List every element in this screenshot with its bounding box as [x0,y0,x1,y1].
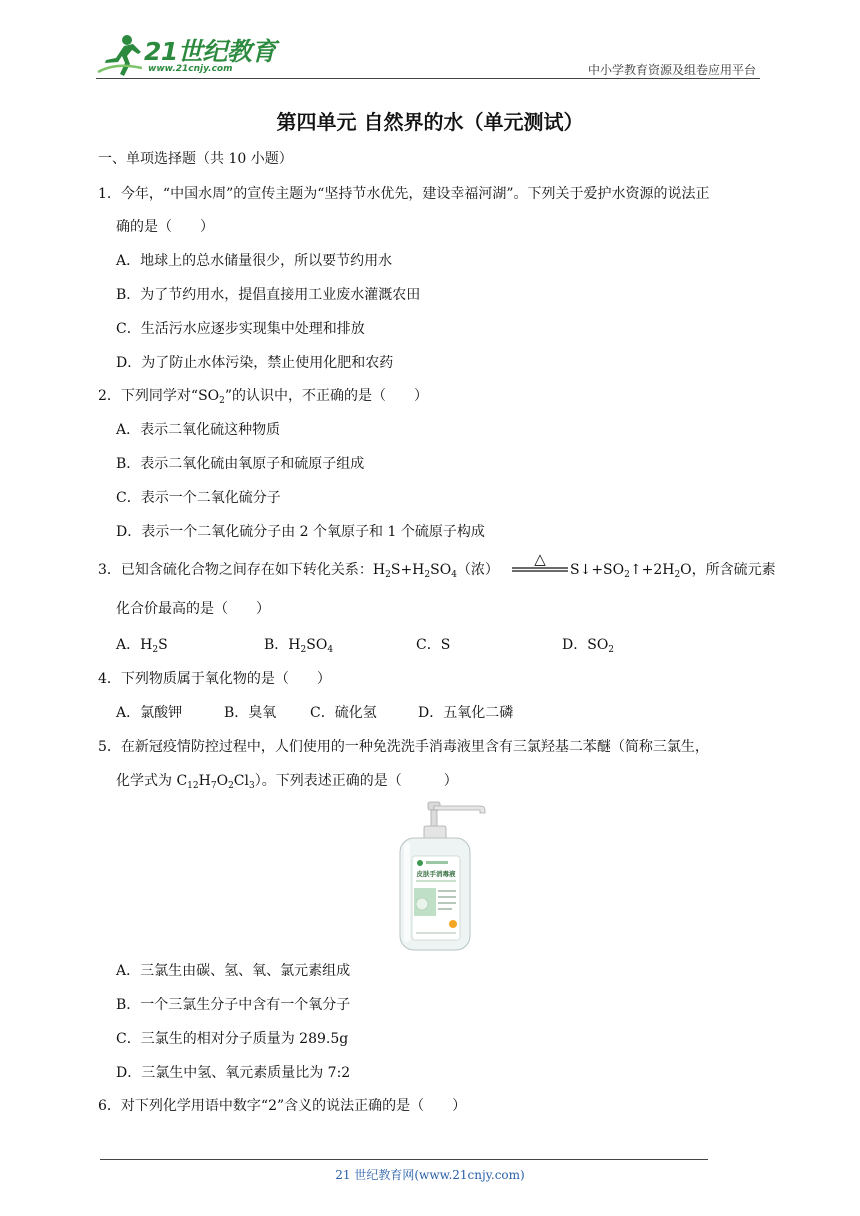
q3-part: 3．已知含硫化合物之间存在如下转化关系：H [98,562,386,578]
q4-option-a: A．氯酸钾 [116,705,183,721]
q5-sub: 3 [249,781,255,791]
q3-option-c: C．S [416,637,451,653]
q3-d-sub: 2 [608,645,615,655]
q3-stem [98,561,499,579]
platform-name: 中小学教育资源及组卷应用平台 [587,63,756,77]
q3-part: ↑+2H [629,562,675,578]
q1-stem: 1．今年，“中国水周”的宣传主题为“坚持节水优先，建设幸福河湖”。下列关于爱护水资源的说法正 [98,186,710,202]
q3-part: S↓+SO [570,562,625,578]
q4-option-b: B．臭氧 [224,705,277,721]
q3-part: S+H [390,562,425,578]
q5-part: O [216,773,229,789]
q5-part: H [198,773,211,789]
q5-stem: 5．在新冠疫情防控过程中，人们使用的一种免洗洗手消毒液里含有三氯羟基二苯醚（简称三氯生， [98,739,709,755]
site-logo [96,32,276,80]
q3-sub: 2 [385,570,391,580]
q5-part: ）。下列表述正确的是（ ） [254,773,458,789]
q3-stem-cont: 化合价最高的是（ ） [116,601,270,617]
q3-b-sub2: 4 [327,645,334,655]
q3-option-b [264,636,333,654]
q2-stem-post: ”的认识中，不正确的是（ ） [224,388,429,404]
header-divider [96,78,760,79]
q3-part: （浓） [456,562,499,578]
q3-sub: 4 [451,570,457,580]
q5-sub: 7 [210,781,217,791]
q2-stem [98,387,428,405]
q3-part: O，所含硫元素 [680,562,776,578]
heat-triangle-icon: △ [534,550,546,568]
page-footer: 21 世纪教育网(www.21cnjy.com) [335,1168,525,1182]
q3-b-pre: B．H [264,637,301,653]
q4-stem: 4．下列物质属于氧化物的是（ ） [98,671,331,687]
q3-stem-products [570,561,776,579]
bottle-label-text: 皮肤手消毒液 [416,870,456,878]
q1-option-b: B．为了节约用水，提倡直接用工业废水灌溉农田 [116,287,421,303]
runner-logo-icon [96,32,146,80]
hand-sanitizer-image [392,800,488,952]
q3-sub: 2 [674,570,681,580]
q2-stem-sub: 2 [219,396,225,406]
q3-a-sub: 2 [152,645,159,655]
logo-text: 21世纪教育 [144,37,276,66]
q5-part: Cl [233,773,249,789]
q2-option-c: C．表示一个二氧化硫分子 [116,490,281,506]
q2-option-d: D．表示一个二氧化硫分子由 2 个氧原子和 1 个硫原子构成 [116,524,485,540]
heat-condition-sign [510,549,570,575]
q1-option-a: A．地球上的总水储量很少，所以要节约用水 [116,253,393,269]
q3-part: SO [430,562,452,578]
q3-sub: 2 [624,570,630,580]
q5-stem-cont [116,772,458,790]
q6-stem: 6．对下列化学用语中数字“2”含义的说法正确的是（ ） [98,1098,467,1114]
footer-divider [100,1159,708,1160]
q3-d-pre: D．SO [562,637,609,653]
logo-url: www.21cnjy.com [148,64,233,74]
q4-option-c: C．硫化氢 [310,705,377,721]
q5-option-a: A．三氯生由碳、氢、氧、氯元素组成 [116,963,351,979]
q5-part: 化学式为 C [116,773,188,789]
section-heading: 一、单项选择题（共 10 小题） [98,151,293,167]
q3-a-pre: A．H [116,637,153,653]
q5-sub: 2 [228,781,234,791]
page-title: 第四单元 自然界的水（单元测试） [276,110,584,134]
q2-option-b: B．表示二氧化硫由氧原子和硫原子组成 [116,456,365,472]
q1-stem-cont: 确的是（ ） [116,219,214,235]
q3-a-post: S [158,637,168,653]
q3-option-a [116,636,168,654]
q5-option-d: D．三氯生中氢、氧元素质量比为 7:2 [116,1065,351,1081]
page-header [96,30,760,82]
q3-b-mid: SO [306,637,328,653]
q3-b-sub: 2 [300,645,307,655]
q2-stem-pre: 2．下列同学对“SO [98,388,220,404]
q2-option-a: A．表示二氧化硫这种物质 [116,422,281,438]
q3-option-d [562,636,614,654]
q1-option-d: D．为了防止水体污染，禁止使用化肥和农药 [116,355,394,371]
q4-option-d: D．五氧化二磷 [418,705,514,721]
q5-option-c: C．三氯生的相对分子质量为 289.5g [116,1031,349,1047]
q1-option-c: C．生活污水应逐步实现集中处理和排放 [116,321,365,337]
q5-sub: 12 [187,781,199,791]
q5-option-b: B．一个三氯生分子中含有一个氧分子 [116,997,351,1013]
q3-sub: 2 [424,570,431,580]
